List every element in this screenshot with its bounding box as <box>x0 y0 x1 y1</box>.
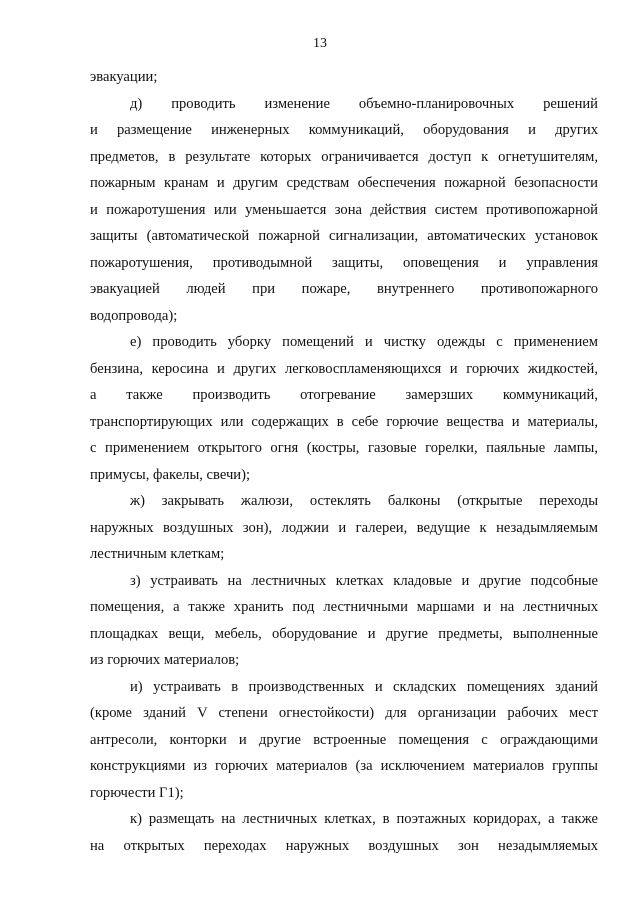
text-line: лестничным клеткам; <box>90 546 225 562</box>
text-line: помещения, а также хранить под лестничными маршами и на лестничных <box>90 599 598 615</box>
page-number: 13 <box>313 36 327 51</box>
text-line: примусы, факелы, свечи); <box>90 466 251 483</box>
text-line: и) устраивать в производственных и складских помещениях зданий <box>130 678 598 695</box>
text-line: е) проводить уборку помещений и чистку одежды с применением <box>130 334 598 350</box>
text-line: к) размещать на лестничных клетках, в поэтажных коридорах, а также <box>130 811 598 827</box>
text-line: эвакуацией людей при пожаре, внутреннего противопожарного <box>90 281 598 297</box>
document-body <box>90 64 598 859</box>
text-line: предметов, в результате которых ограничивается доступ к огнетушителям, <box>90 148 598 165</box>
text-line: з) устраивать на лестничных клетках кладовые и другие подсобные <box>130 572 598 589</box>
text-line: и размещение инженерных коммуникаций, оборудования и других <box>90 122 598 138</box>
text-line: ж) закрывать жалюзи, остеклять балконы (открытые переходы <box>130 493 598 509</box>
text-line: эвакуации; <box>90 69 158 85</box>
text-line: и пожаротушения или уменьшается зона действия систем противопожарной <box>90 201 598 218</box>
text-line: бензина, керосина и других легковоспламеняющихся и горючих жидкостей, <box>90 360 598 377</box>
text-line: конструкциями из горючих материалов (за исключением материалов группы <box>90 758 598 774</box>
paragraph-evacuation-end <box>90 64 598 91</box>
paragraph-item-e <box>90 329 598 488</box>
text-line: пожарным кранам и другим средствам обеспечения пожарной безопасности <box>90 175 598 191</box>
paragraph-item-d <box>90 91 598 330</box>
text-line: пожаротушения, противодымной защиты, оповещения и управления <box>90 254 598 271</box>
paragraph-item-z <box>90 568 598 674</box>
text-line: площадках вещи, мебель, оборудование и другие предметы, выполненные <box>90 625 598 642</box>
text-line: антресоли, конторки и другие встроенные помещения с ограждающими <box>90 731 598 748</box>
text-line: водопровода); <box>90 307 178 324</box>
paragraph-item-k <box>90 806 598 859</box>
text-line: а также производить отогревание замерзших коммуникаций, <box>90 387 598 403</box>
text-line: (кроме зданий V степени огнестойкости) для организации рабочих мест <box>90 705 598 721</box>
text-line: горючести Г1); <box>90 784 184 801</box>
text-line: с применением открытого огня (костры, газовые горелки, паяльные лампы, <box>90 440 598 456</box>
text-line: д) проводить изменение объемно-планировочных решений <box>130 95 598 112</box>
text-line: на открытых переходах наружных воздушных зон незадымляемых <box>90 837 598 854</box>
text-line: наружных воздушных зон), лоджии и галереи, ведущие к незадымляемым <box>90 519 598 536</box>
text-line: транспортирующих или содержащих в себе горючие вещества и материалы, <box>90 413 598 430</box>
text-line: из горючих материалов; <box>90 652 240 668</box>
text-line: защиты (автоматической пожарной сигнализации, автоматических установок <box>90 228 598 244</box>
paragraph-item-i <box>90 674 598 807</box>
paragraph-item-zh <box>90 488 598 568</box>
